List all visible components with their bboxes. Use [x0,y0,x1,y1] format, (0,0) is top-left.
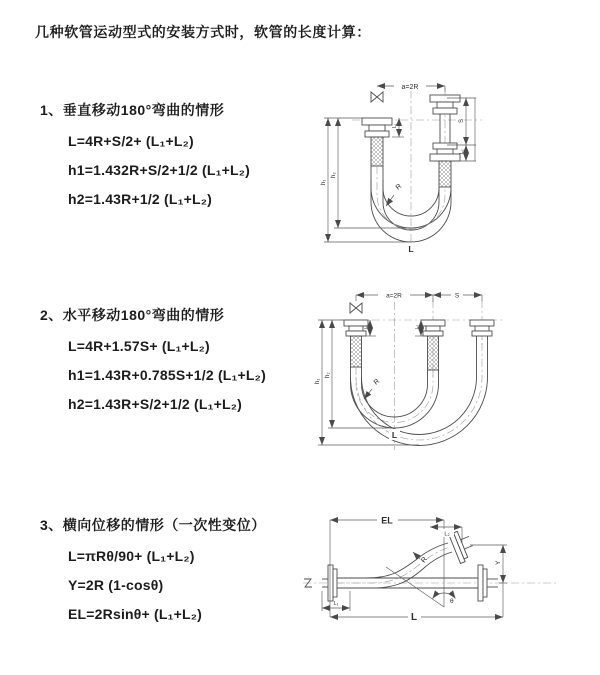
braided-hose-section [439,161,451,187]
radius-callout [413,552,429,564]
formula-h2: h2=1.43R+1/2 (L₁+L₂) [68,191,213,207]
dim-label-h2: h₂ [331,172,337,178]
dim-label-length: L [408,244,414,254]
dim-label-a2r: a=2R [386,292,402,300]
dim-label-radius: R [394,182,404,192]
formula-y: Y=2R (1-cosθ) [68,577,164,593]
section-1-heading: 1、垂直移动180°弯曲的情形 [40,102,225,118]
middle-flange [421,320,445,336]
dim-label-l2: L₂ [459,149,465,154]
braided-hose-section [371,137,383,166]
dim-label-h1: h₁ [315,378,321,384]
diagram-vertical-180-bend [314,70,529,258]
dim-label-h2: h₂ [325,372,331,378]
braided-hose-section [351,336,362,367]
section-vertical-movement [40,100,318,207]
dim-label-l2: L₂ [444,531,450,538]
dim-label-radius: R [372,377,382,387]
formula-length: L=πRθ/90+ (L₁+L₂) [68,548,195,564]
dimension-s [433,290,482,301]
dim-label-y: Y [495,560,502,565]
formula-h2: h2=1.43R+S/2+1/2 (L₁+L₂) [68,396,243,412]
dim-label-a2r: a=2R [401,84,419,91]
section-horizontal-movement [40,305,318,412]
dim-label-l1: L₁ [363,324,368,329]
dim-label-theta: θ [450,598,454,605]
dim-label-s: S [459,118,465,123]
dimension-h1 [315,320,419,445]
dim-label-length: L [391,430,398,440]
formula-h1: h1=1.432R+S/2+1/2 (L₁+L₂) [68,162,250,178]
dimension-a-2r [356,290,433,302]
radius-callout [386,183,403,206]
dim-label-l2: L₂ [414,324,419,329]
diagram-lateral-displacement [298,505,593,640]
section-3-heading: 3、横向位移的情形（一次性变位） [40,517,266,533]
hose-s-curve [337,543,452,588]
dim-label-l1: L₁ [333,601,339,607]
dimension-l [330,583,503,623]
formula-el: EL=2Rsinθ+ (L₁+L₂) [68,606,203,622]
dim-label-length: L [410,612,418,623]
formula-h1: h1=1.43R+0.785S+1/2 (L₁+L₂) [68,367,266,383]
dim-label-l1: L₁ [392,123,398,128]
braided-hose-section [428,336,439,370]
dimension-l1 [392,118,404,137]
valve-icon [350,303,362,313]
right-flange [470,320,494,336]
dim-label-s: S [454,292,460,300]
valve-icon [371,92,383,102]
page-title: 几种软管运动型式的安装方式时，软管的长度计算： [35,24,371,40]
dim-label-radius: R [420,555,429,565]
hose-u-loop-position2 [351,336,488,446]
formula-length: L=4R+S/2+ (L₁+L₂) [68,133,194,149]
dim-label-h1: h₁ [321,179,327,185]
formula-length: L=4R+1.57S+ (L₁+L₂) [68,338,210,354]
dim-label-el: EL [381,515,393,526]
left-flange [362,118,392,137]
dimension-y [470,545,507,583]
radius-callout [364,378,381,399]
section-2-heading: 2、水平移动180°弯曲的情形 [40,307,225,323]
section-lateral-displacement [40,515,318,622]
diagram-horizontal-180-bend [306,282,566,454]
radius-construction-line [386,567,444,607]
dimension-a-2r [377,81,445,92]
